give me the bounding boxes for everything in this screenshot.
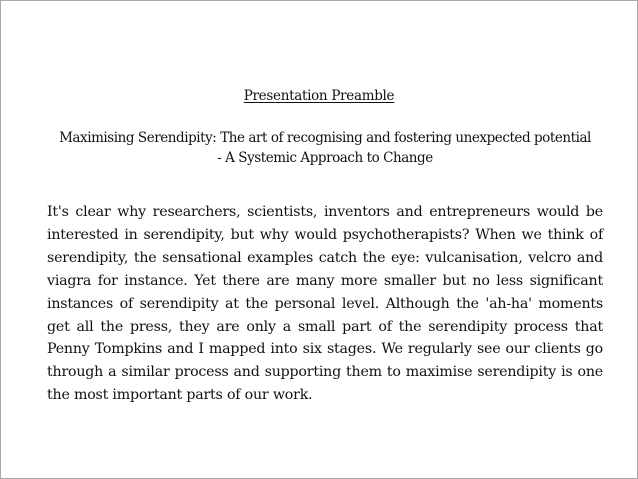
slide-subtitle (47, 128, 603, 168)
subtitle-line-1: Maximising Serendipity: The art of recognising and fostering unexpected potential (59, 130, 591, 146)
slide-heading: Presentation Preamble (243, 88, 395, 104)
body-paragraph: It's clear why researchers, scientists, inventors and entrepreneurs would be interested in serendipity, but why would psychotherapists? When we think of serendipity, the sensational examples catch the eye: vulcanisation, velcro and viagra for instance. Yet there are many more smaller but no less significant instances of serendipity at the personal level. Although the 'ah-ha' moments get all the press, they are only a small part of the serendipity process that Penny Tompkins and I mapped into six stages. We regularly see our clients go through a similar process and supporting them to maximise serendipity is one the most important parts of our work. (47, 204, 603, 404)
subtitle-line-2: - A Systemic Approach to Change (217, 150, 433, 166)
